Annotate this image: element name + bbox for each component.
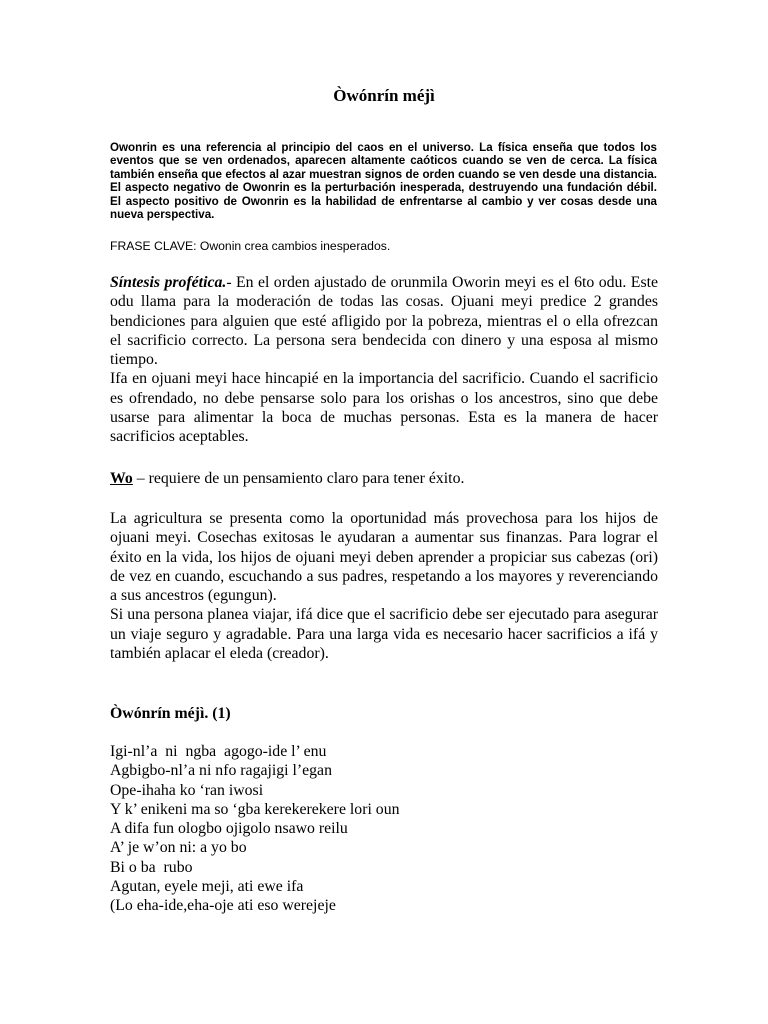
verse-line: Igi-nl’a ni ngba agogo-ide l’ enu [110,743,327,760]
verse-line: Agbigbo-nl’a ni nfo ragajigi l’egan [110,762,332,780]
wo-label: Wo [110,470,133,487]
verse-line: Agutan, eyele meji, ati ewe ifa [110,878,304,896]
verse-line: A difa fun ologbo ojigolo nsawo reilu [110,820,348,838]
synthesis-section [110,273,658,447]
page-title: Òwónrín méjì [333,86,435,105]
key-phrase: FRASE CLAVE: Owonin crea cambios inesperados. [110,239,391,253]
verse-block [110,742,658,916]
wo-section [110,469,658,488]
verse-line: A’ je w’on ni: a yo bo [110,839,247,857]
synthesis-text: - En el orden ajustado de orunmila Oworin meyi es el 6to odu. Este odu llama para la moderación de todas las cosas. Ojuani meyi predice 2 grandes bendiciones para alguien que esté afligido por la pobreza, mientras el o ella ofrezcan el sacrificio correcto. La persona sera bendecida con dinero y una esposa al mismo tiempo. [110,274,658,369]
verse-line: Y k’ enikeni ma so ‘gba kerekerekere lori oun [110,800,400,818]
verse-line: Bi o ba rubo [110,858,193,876]
intro-paragraph: Owonrin es una referencia al principio del caos en el universo. La física enseña que todos los eventos que se ven ordenados, aparecen altamente caóticos cuando se ven de cerca. La física también enseña que efectos al azar muestran signos de orden cuando se ven desde una distancia. El aspecto negativo de Owonrin es la perturbación inesperada, destruyendo una fundación débil. El aspecto positivo de Owonrin es la habilidad de enfrentarse al cambio y ver cosas desde una nueva perspectiva. [110,141,657,222]
synthesis-label: Síntesis profética. [110,274,227,291]
section-subheading: Òwónrín méjì. (1) [110,705,231,722]
synthesis-text-2: Ifa en ojuani meyi hace hincapié en la importancia del sacrificio. Cuando el sacrificio es ofrendado, no debe pensarse solo para los orishas o los ancestros, sino que debe usarse para alimentar la boca de muchas personas. Esta es la manera de hacer sacrificios aceptables. [110,370,658,446]
agriculture-section [110,509,658,663]
verse-line: Ope-ihaha ko ‘ran iwosi [110,781,264,799]
verse-line: (Lo eha-ide,eha-oje ati eso werejeje [110,897,336,915]
agriculture-text: La agricultura se presenta como la oportunidad más provechosa para los hijos de ojuani meyi. Cosechas exitosas le ayudaran a aumentar sus finanzas. Para lograr el éxito en la vida, los hijos de ojuani meyi deben aprender a propiciar sus cabezas (ori) de vez en cuando, escuchando a sus padres, respetando a los mayores y reverenciando a sus ancestros (egungun). [110,510,658,605]
wo-text: – requiere de un pensamiento claro para tener éxito. [132,470,465,487]
agriculture-text-2: Si una persona planea viajar, ifá dice que el sacrificio debe ser ejecutado para asegurar un viaje seguro y agradable. Para una larga vida es necesario hacer sacrificios a ifá y también aplacar el eleda (creador). [110,606,658,663]
